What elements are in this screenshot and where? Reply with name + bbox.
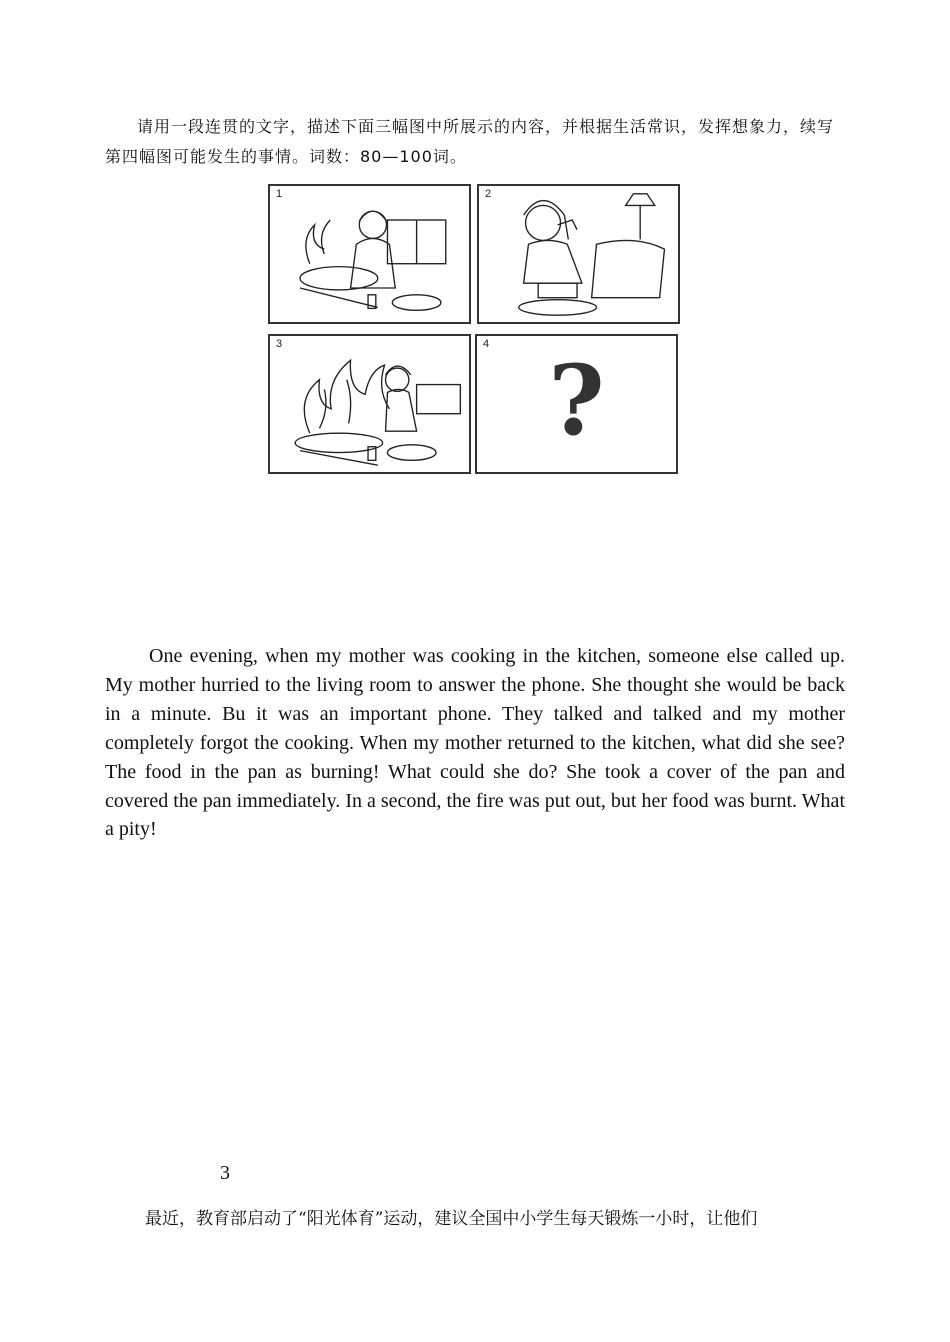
comic-panel-1 [268, 184, 471, 324]
comic-panel-2 [477, 184, 680, 324]
panel-number: 4 [483, 338, 490, 350]
writing-instruction: 请用一段连贯的文字，描述下面三幅图中所展示的内容，并根据生活常识，发挥想象力，续写第四幅图可能发生的事情。词数：80—100词。 [105, 117, 835, 166]
comic-panel-3 [268, 334, 471, 474]
sample-essay: One evening, when my mother was cooking in the kitchen, someone else called up. My mother hurried to the living room to answer the phone. She thought she would be back in a minute. Bu it was an important phone. They talked and talked and my mother completely forgot the cooking. When my mother returned to the kitchen, what did she see? The food in the pan as burning! What could she do? She took a cover of the pan and covered the pan immediately. In a second, the fire was put out, but her food was burnt. What a pity! [105, 645, 845, 841]
panel-number: 3 [276, 338, 283, 350]
question-mark-icon: ? [548, 344, 605, 457]
phone-call-illustration [479, 186, 678, 322]
comic-figure [268, 184, 680, 474]
panel-number: 2 [485, 188, 492, 200]
panel-number: 1 [276, 188, 283, 200]
question-number: 3 [220, 1162, 230, 1184]
kitchen-fire-illustration [270, 336, 469, 472]
cooking-illustration [270, 186, 469, 322]
next-question-text: 最近，教育部启动了“阳光体育”运动，建议全国中小学生每天锻炼一小时，让他们 [145, 1209, 758, 1229]
comic-panel-4 [475, 334, 678, 474]
